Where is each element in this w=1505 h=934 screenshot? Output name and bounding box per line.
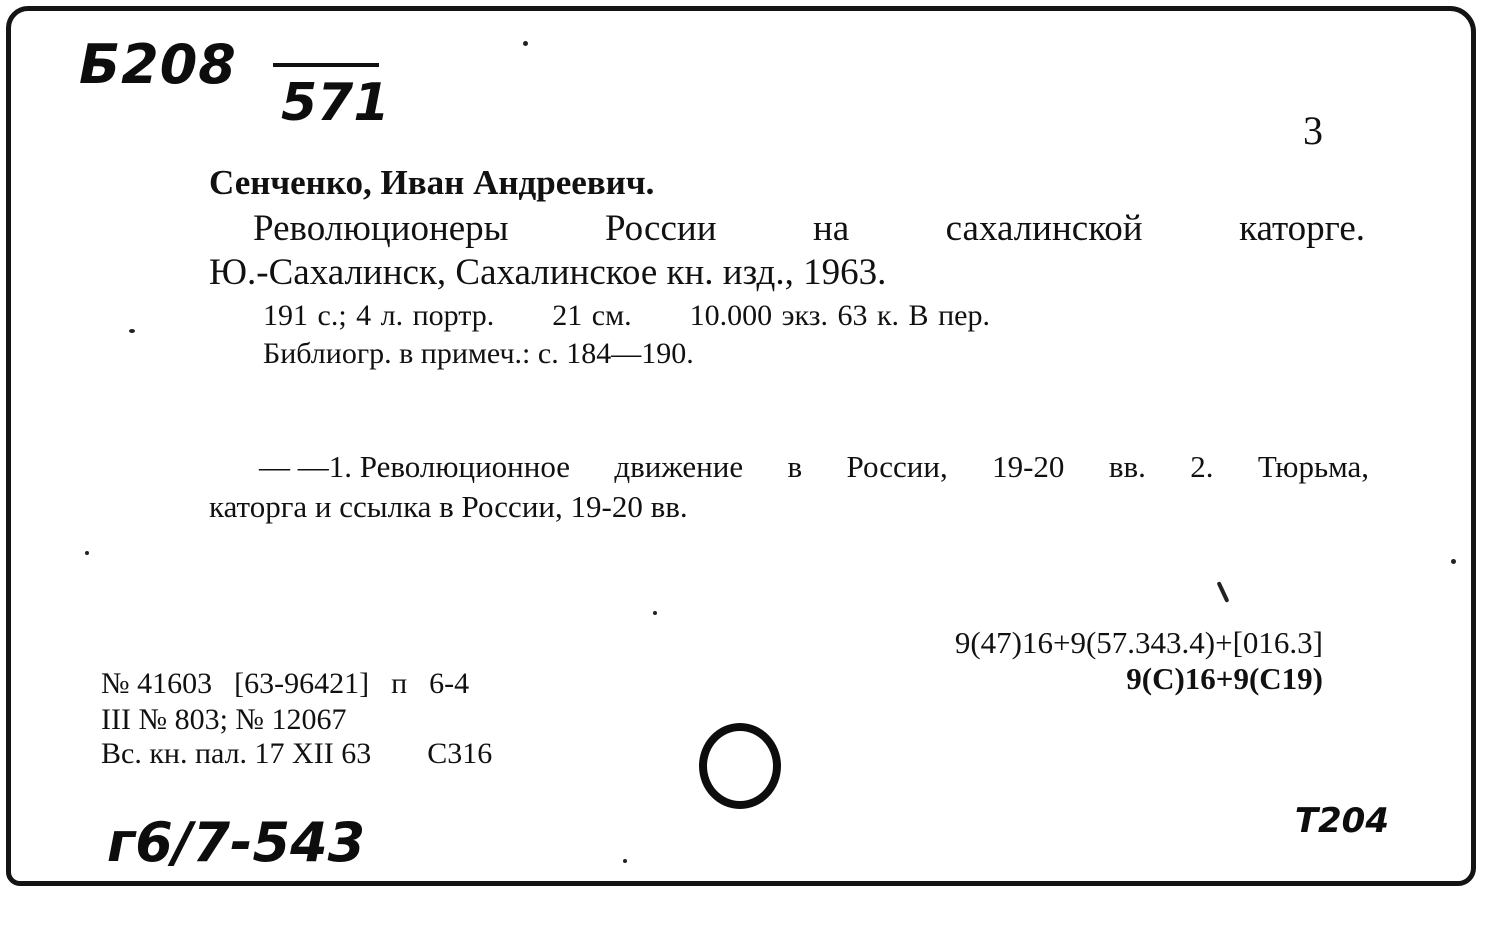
chamber-date: Вс. кн. пал. 17 XII 63: [101, 737, 372, 770]
print-speck: [523, 41, 528, 46]
shelf-mark-bottom: 571: [281, 73, 390, 133]
print-speck: [653, 611, 657, 615]
subject-word: — —1. Революционное: [259, 449, 570, 484]
inventory-mark: г6/7-543: [107, 811, 366, 874]
bottom-right-mark: Т204: [1294, 801, 1389, 841]
subject-word: движение: [614, 449, 744, 484]
catalog-card: [6, 6, 1476, 886]
title-line: [253, 207, 1365, 250]
dimensions: 21 см.: [552, 299, 632, 332]
print-speck: [1451, 559, 1456, 564]
record-number: № 41603: [101, 667, 213, 700]
card-number: 3: [1303, 108, 1323, 153]
subject-word: 2.: [1190, 449, 1214, 484]
classification-index-1: 9(47)16+9(57.343.4)+[016.3]: [954, 625, 1323, 660]
subject-word: Тюрьма,: [1257, 449, 1369, 484]
subject-word: России,: [846, 449, 948, 484]
pagination: 191 с.; 4 л. портр.: [263, 299, 495, 332]
title-word: сахалинской: [945, 208, 1143, 249]
imprint-line: Ю.-Сахалинск, Сахалинское кн. изд., 1963.: [209, 252, 887, 293]
print-speck: [1217, 581, 1230, 603]
author-heading: Сенченко, Иван Андреевич.: [209, 163, 655, 202]
print-speck: [623, 859, 627, 863]
card-punch-hole: [699, 723, 781, 809]
subject-word: вв.: [1108, 449, 1146, 484]
record-code: п: [391, 667, 408, 700]
classification-index-2: 9(С)16+9(С19): [1126, 661, 1323, 696]
record-line-3: [101, 737, 548, 771]
subject-word: в: [787, 449, 803, 484]
shelf-mark-divider: [273, 63, 379, 67]
title-word: России: [604, 208, 717, 249]
print-run-price: 10.000 экз. 63 к. В пер.: [689, 299, 990, 332]
record-id: [63-96421]: [234, 667, 370, 700]
print-speck: [85, 551, 89, 555]
subject-headings-line1: [259, 449, 1369, 485]
record-code-2: 6-4: [429, 667, 470, 700]
bibliography-note: Библиогр. в примеч.: с. 184—190.: [263, 337, 694, 370]
subject-headings-line2: каторга и ссылка в России, 19-20 вв.: [209, 489, 688, 524]
physical-description: [263, 299, 990, 333]
title-word: каторге.: [1239, 208, 1365, 249]
record-line-2: III № 803; № 12067: [101, 703, 347, 736]
print-speck: [129, 329, 135, 333]
record-number-line: [101, 667, 491, 701]
subject-word: 19-20: [992, 449, 1065, 484]
shelf-mark-top: Б208: [79, 33, 237, 96]
title-word: Революционеры: [253, 208, 509, 249]
title-word: на: [812, 208, 850, 249]
order-code: С316: [427, 737, 493, 770]
